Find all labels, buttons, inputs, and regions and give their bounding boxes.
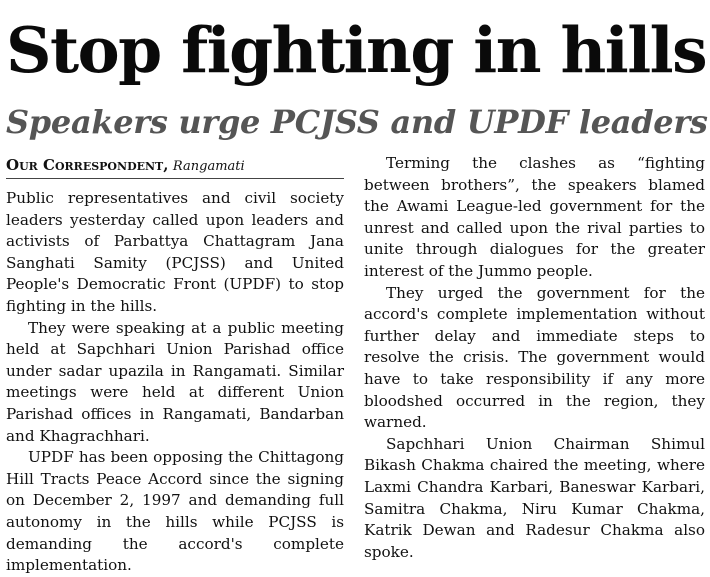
article-paragraph: UPDF has been opposing the Chittagong Hill Tracts Peace Accord since the signing on December 2, 1997 and demanding full autonomy in the hills while PCJSS is demanding the accord's complete implementation. <box>6 448 344 575</box>
byline <box>6 154 344 179</box>
article-paragraph: They were speaking at a public meeting held at Sapchhari Union Parishad office under sadar upazila in Rangamati. Similar meetings were held at different Union Parishad offices in Rangamati, Bandarban and Khagrachhari. <box>6 318 344 445</box>
headline: Stop fighting in hills <box>6 13 707 87</box>
article-paragraph: They urged the government for the accord's complete implementation without further delay and immediate steps to resolve the crisis. The government would have to take responsibility if any more bloodshed occurred in the region, they warned. <box>364 283 705 432</box>
subheadline: Speakers urge PCJSS and UPDF leaders <box>6 103 708 141</box>
byline-author: Our Correspondent, <box>6 156 169 174</box>
article-column-right <box>364 153 705 563</box>
byline-location: Rangamati <box>172 159 245 174</box>
article-paragraph: Sapchhari Union Chairman Shimul Bikash Chakma chaired the meeting, where Laxmi Chandra Karbari, Baneswar Karbari, Samitra Chakma, Niru Kumar Chakma, Katrik Dewan and Radesur Chakma also spoke. <box>364 434 705 561</box>
article-column-left <box>6 188 344 577</box>
article-paragraph: Terming the clashes as “fighting between brothers”, the speakers blamed the Awami League-led government for the unrest and called upon the rival parties to unite through dialogues for the greater interest of the Jummo people. <box>364 154 705 280</box>
article-paragraph: Public representatives and civil society leaders yesterday called upon leaders and activists of Parbattya Chattagram Jana Sanghati Samity (PCJSS) and United People's Democratic Front (UPDF) to stop fighting in the hills. <box>6 189 344 315</box>
